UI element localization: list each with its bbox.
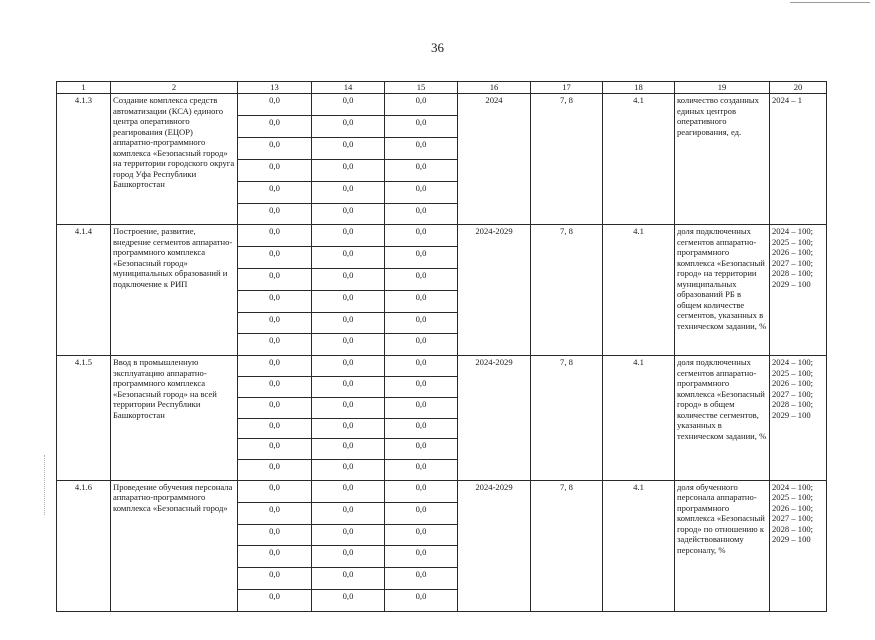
indicator-description: доля обученного персонала аппаратно-программного комплекса «Безопасный город» по отношению к задействованному персоналу, % [675, 480, 770, 611]
column-header: 15 [385, 82, 458, 94]
funding-value: 0,0 [238, 418, 312, 439]
table-row [57, 480, 827, 502]
funding-value: 0,0 [312, 480, 385, 502]
funding-value: 0,0 [238, 268, 312, 290]
funding-value: 0,0 [312, 290, 385, 312]
funding-value: 0,0 [312, 312, 385, 334]
funding-value: 0,0 [238, 94, 312, 116]
funding-value: 0,0 [238, 589, 312, 611]
measure-code: 4.1.5 [57, 356, 111, 481]
funding-value: 0,0 [238, 480, 312, 502]
period: 2024-2029 [458, 225, 531, 356]
period: 2024-2029 [458, 480, 531, 611]
funding-value: 0,0 [385, 181, 458, 203]
funding-value: 0,0 [238, 356, 312, 377]
column-header: 16 [458, 82, 531, 94]
measure-code: 4.1.3 [57, 94, 111, 225]
funding-value: 0,0 [312, 439, 385, 460]
funding-value: 0,0 [312, 225, 385, 247]
header-row [57, 82, 827, 94]
column-18-value: 4.1 [603, 94, 675, 225]
funding-value: 0,0 [385, 439, 458, 460]
table-row [57, 356, 827, 377]
funding-value: 0,0 [385, 247, 458, 269]
funding-value: 0,0 [385, 589, 458, 611]
funding-value: 0,0 [385, 268, 458, 290]
funding-value: 0,0 [385, 546, 458, 568]
funding-value: 0,0 [385, 502, 458, 524]
funding-value: 0,0 [238, 181, 312, 203]
column-header: 2 [111, 82, 238, 94]
column-header: 1 [57, 82, 111, 94]
table-row [57, 225, 827, 247]
funding-value: 0,0 [238, 524, 312, 546]
indicator-description: количество созданных единых центров оперативного реагирования, ед. [675, 94, 770, 225]
top-rule [790, 2, 870, 3]
funding-value: 0,0 [385, 418, 458, 439]
funding-value: 0,0 [238, 460, 312, 481]
column-header: 19 [675, 82, 770, 94]
funding-value: 0,0 [385, 116, 458, 138]
column-17-value: 7, 8 [531, 480, 603, 611]
target-values: 2024 – 1 [770, 94, 827, 225]
funding-value: 0,0 [385, 225, 458, 247]
funding-value: 0,0 [385, 460, 458, 481]
funding-value: 0,0 [312, 116, 385, 138]
target-values: 2024 – 100; 2025 – 100; 2026 – 100; 2027 – 100; 2028 – 100; 2029 – 100 [770, 225, 827, 356]
funding-value: 0,0 [312, 589, 385, 611]
table-row [57, 94, 827, 116]
column-header: 20 [770, 82, 827, 94]
funding-value: 0,0 [385, 334, 458, 356]
funding-value: 0,0 [312, 460, 385, 481]
column-18-value: 4.1 [603, 356, 675, 481]
funding-value: 0,0 [385, 568, 458, 590]
funding-value: 0,0 [312, 94, 385, 116]
column-header: 18 [603, 82, 675, 94]
period: 2024 [458, 94, 531, 225]
funding-value: 0,0 [385, 397, 458, 418]
funding-value: 0,0 [385, 94, 458, 116]
funding-value: 0,0 [238, 334, 312, 356]
funding-value: 0,0 [312, 181, 385, 203]
funding-value: 0,0 [238, 159, 312, 181]
column-header: 17 [531, 82, 603, 94]
indicator-description: доля подключенных сегментов аппаратно-программного комплекса «Безопасный город» на территории муниципальных образований РБ в общем количестве сегментов, указанных в техническом задании, % [675, 225, 770, 356]
funding-value: 0,0 [312, 502, 385, 524]
target-values: 2024 – 100; 2025 – 100; 2026 – 100; 2027 – 100; 2028 – 100; 2029 – 100 [770, 480, 827, 611]
period: 2024-2029 [458, 356, 531, 481]
indicator-description: доля подключенных сегментов аппаратно-программного комплекса «Безопасный город» в общем количестве сегментов, указанных в техническом задании, % [675, 356, 770, 481]
funding-value: 0,0 [312, 268, 385, 290]
page-number: 36 [431, 40, 444, 55]
funding-value: 0,0 [312, 247, 385, 269]
funding-value: 0,0 [238, 138, 312, 160]
measure-name: Проведение обучения персонала аппаратно-программного комплекса «Безопасный город» [111, 480, 238, 611]
funding-value: 0,0 [385, 377, 458, 398]
funding-value: 0,0 [238, 312, 312, 334]
funding-value: 0,0 [238, 116, 312, 138]
funding-value: 0,0 [312, 159, 385, 181]
margin-marks [44, 455, 49, 515]
funding-value: 0,0 [312, 568, 385, 590]
funding-value: 0,0 [238, 203, 312, 225]
target-values: 2024 – 100; 2025 – 100; 2026 – 100; 2027 – 100; 2028 – 100; 2029 – 100 [770, 356, 827, 481]
funding-value: 0,0 [385, 159, 458, 181]
funding-value: 0,0 [385, 480, 458, 502]
funding-value: 0,0 [238, 439, 312, 460]
funding-value: 0,0 [238, 290, 312, 312]
funding-value: 0,0 [238, 397, 312, 418]
funding-value: 0,0 [385, 356, 458, 377]
funding-value: 0,0 [385, 312, 458, 334]
column-18-value: 4.1 [603, 225, 675, 356]
column-header: 13 [238, 82, 312, 94]
funding-value: 0,0 [312, 203, 385, 225]
column-17-value: 7, 8 [531, 225, 603, 356]
column-17-value: 7, 8 [531, 94, 603, 225]
funding-value: 0,0 [238, 377, 312, 398]
funding-value: 0,0 [238, 568, 312, 590]
funding-value: 0,0 [312, 418, 385, 439]
funding-value: 0,0 [312, 524, 385, 546]
measure-name: Построение, развитие, внедрение сегментов аппаратно-программного комплекса «Безопасный город» муниципальных образований и подключение к РИП [111, 225, 238, 356]
funding-value: 0,0 [312, 377, 385, 398]
funding-value: 0,0 [238, 546, 312, 568]
funding-value: 0,0 [385, 138, 458, 160]
measure-name: Ввод в промышленную эксплуатацию аппаратно-программного комплекса «Безопасный город» на всей территории Республики Башкортостан [111, 356, 238, 481]
measure-name: Создание комплекса средств автоматизации (КСА) единого центра оперативного реагирования (ЕЦОР) аппаратно-программного комплекса «Безопасный город» на территории городского округа город Уфа Республики Башкортостан [111, 94, 238, 225]
program-table [56, 81, 827, 612]
funding-value: 0,0 [238, 247, 312, 269]
column-header: 14 [312, 82, 385, 94]
funding-value: 0,0 [312, 334, 385, 356]
funding-value: 0,0 [312, 397, 385, 418]
measure-code: 4.1.6 [57, 480, 111, 611]
funding-value: 0,0 [238, 502, 312, 524]
measure-code: 4.1.4 [57, 225, 111, 356]
funding-value: 0,0 [385, 203, 458, 225]
funding-value: 0,0 [385, 524, 458, 546]
column-17-value: 7, 8 [531, 356, 603, 481]
funding-value: 0,0 [238, 225, 312, 247]
column-18-value: 4.1 [603, 480, 675, 611]
funding-value: 0,0 [312, 138, 385, 160]
funding-value: 0,0 [312, 356, 385, 377]
funding-value: 0,0 [312, 546, 385, 568]
funding-value: 0,0 [385, 290, 458, 312]
